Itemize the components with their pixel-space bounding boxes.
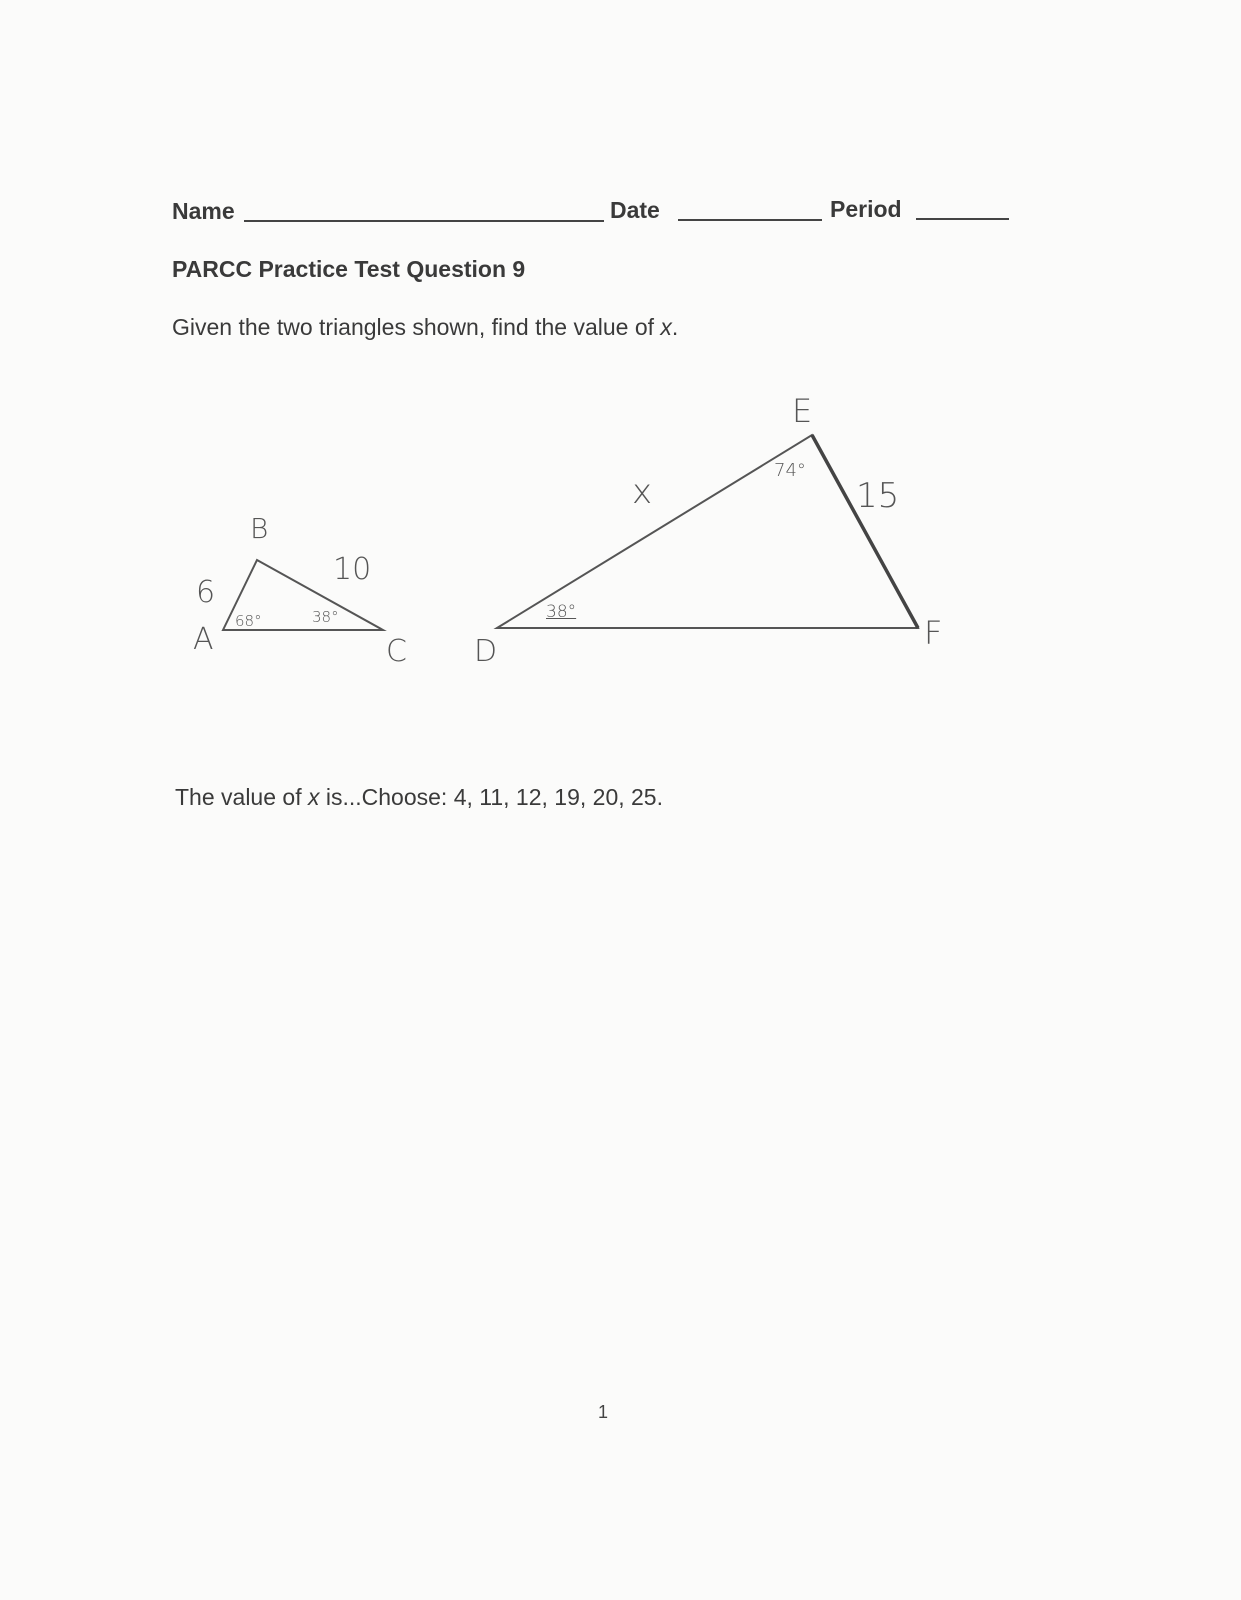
vertex-c: C	[386, 634, 407, 669]
answer-prompt	[175, 784, 663, 811]
period-label: Period	[830, 196, 902, 222]
vertex-f: F	[924, 614, 943, 652]
answer-variable: x	[307, 784, 320, 810]
vertex-e: E	[792, 392, 813, 430]
angle-a-label: 68°	[235, 612, 262, 630]
side-ab-label: 6	[196, 575, 216, 610]
vertex-b: B	[250, 512, 269, 545]
triangle-def	[497, 435, 918, 628]
question-title: PARCC Practice Test Question 9	[172, 256, 526, 282]
side-bc-label: 10	[333, 552, 372, 587]
name-label: Name	[172, 198, 235, 224]
side-de-label: x	[632, 472, 653, 512]
angle-c-label: 38°	[312, 608, 339, 626]
angle-e-label: 74°	[774, 460, 806, 481]
angle-d-label: 38°	[546, 602, 577, 622]
answer-choices: is...Choose: 4, 11, 12, 19, 20, 25.	[319, 784, 663, 810]
side-ef-label: 15	[856, 476, 900, 516]
prompt-variable: x	[660, 314, 672, 340]
answer-prefix: The value of	[175, 784, 308, 810]
vertex-d: D	[474, 634, 498, 669]
side-ef	[812, 435, 918, 628]
vertex-a: A	[193, 622, 214, 657]
page-number: 1	[598, 1402, 609, 1422]
prompt-end: .	[671, 314, 679, 340]
date-label: Date	[610, 197, 660, 223]
prompt-text: Given the two triangles shown, find the value of	[172, 314, 661, 340]
